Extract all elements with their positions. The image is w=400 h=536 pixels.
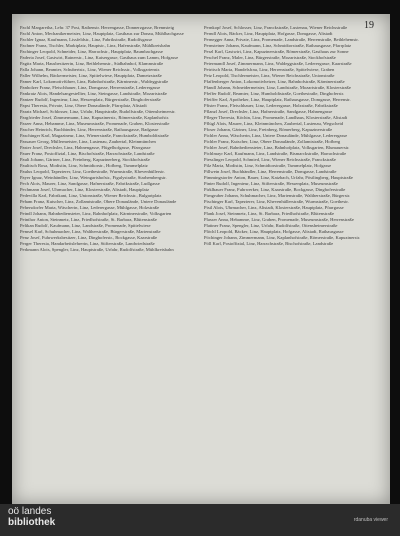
directory-entry: Plöchl Leopold, Bäcker, Linz, Hauptplatz, Hofgasse, Altstadt, Rathausgasse [204,229,344,234]
directory-entry: Pascher Heinrich, Buchbinder, Linz, Herrenstraße, Rathausgasse, Badgasse [20,127,159,132]
logo-line-1: oö landes [8,506,52,517]
directory-entry: Paulitsch Rosa, Modistin, Linz, Schmidtorstr., Hofberg, Tummelplatz [20,163,148,168]
directory-entry: Peinthor Anton, Steinmetz, Linz, Friedhofstraße, St. Barbara, Blütenstraße [20,217,157,222]
directory-entry: Panholzer Franz, Fleischhauer, Linz, Domgasse, Herrenstraße, Lederergasse [20,85,161,90]
directory-entry: Pilz Maria, Modistin, Linz, Schmidtorstraße, Tummelplatz, Hofgasse [204,163,332,168]
directory-entry: Pamer Karl, Lokomotivführer, Linz, Bahnhofstraße, Kärntnerstr., Waldeggstraße [20,79,169,84]
directory-entry: Pichler Anna, Wäscherin, Linz, Untere Donaulände, Mühlgasse, Lederergasse [204,133,348,138]
directory-entry: Petritsch Maria, Handelsfrau, Linz, Herrenstraße, Spittelwiese, Graben [204,67,335,72]
directory-entry: Parzer Anna, Hebamme, Linz, Museumstraße, Promenade, Graben, Klosterstraße [20,121,170,126]
directory-entry: Palla Johann, Beamter, Schubertstr., Linz, Wiener Reichsstr., Volksgartenstr. [20,67,161,72]
directory-entry: Pinter Rudolf, Ingenieur, Linz, Stifterstraße, Hessenplatz, Museumstraße [204,181,338,186]
directory-entry: Passauer Georg, Müllermeister, Linz, Lustenau, Zaubertal, Kleinmünchen [20,139,156,144]
directory-entry: Pichler Josef, Bahnbediensteter, Linz, Bahnhofplatz, Volksgarten, Blumauerstr. [204,145,350,150]
directory-entry: Peschel Franz, Maler, Linz, Bürgerstraße, Mozartstraße, Stockhofstraße [204,55,336,60]
directory-entry: Paderta Josef, Gastwirt, Rainerstr., Linz, Kaisergasse, Gasthaus zum Lamm, Hofgasse [20,55,179,60]
directory-entry: Pachler Ignaz, Kaufmann, Lissfeldstr., Linz, Fabrikstraße, Rudolfsgasse [20,37,153,42]
directory-entry: Pech Alois, Maurer, Linz, Sandgasse, Hafnerstraße, Fabrikstraße, Ludlgasse [20,181,160,186]
directory-entry: Pischinger Karl, Tapezierer, Linz, Khevenhüllerstraße, Wurmstraße, Goethestr. [204,199,349,204]
directory-entry: Pargfrieder Josef, Zimmermann, Linz, Kapuzinerstr., Römerstraße, Kaplanhofstr. [20,115,170,120]
directory-entry: Pantzer Rudolf, Ingenieur, Linz, Hessenplatz, Bürgerstraße, Dinghoferstraße [20,97,161,102]
directory-entry: Pfister Franz, Fleischhauer, Linz, Lederergasse, Holzstraße, Fabrikstraße [204,103,338,108]
logo-line-2: bibliothek [8,516,56,528]
page-number: 19 [364,20,374,31]
directory-entry: Perndl Alois, Bäcker, Linz, Hauptplatz, Hofgasse, Domgasse, Altstadt [204,31,333,36]
library-logo[interactable] [8,507,55,528]
directory-entry: Pirngruber Johann, Schuhmacher, Linz, Marienstraße, Waltherstraße, Bürgerstr. [204,193,351,198]
directory-entry: Petermandl Josef, Zimmermann, Linz, Waldeggstraße, Lederergasse, Kaarstraße [204,61,352,66]
directory-entry: Pistl Alois, Uhrmacher, Linz, Altstadt, Klosterstraße, Hauptplatz, Pfarrgasse [204,205,344,210]
viewer-footer-bar [0,504,400,536]
directory-entry: Pichler Franz, Kutscher, Linz, Obere Donaulände, Zollamtstraße, Hofberg [204,139,341,144]
directory-entry: Pfaffenberger Anton, Lokomotivheizer, Linz, Bahnhofstraße, Kärntnerstraße [204,79,345,84]
directory-entry: Pernkopf Josef, Schlosser, Linz, Franckstraße, Lustenau, Wiener Reichsstraße [204,25,348,30]
directory-entry: Paster Josef, Drechsler, Linz, Hahnengasse, Flügelhofgasse, Pfarrgasse [20,145,151,150]
directory-entry: Pernegger Anna, Private, Linz, Promenade, Landstraße, Herrenstraße, Bethlehemstr. [204,37,359,42]
directory-entry: Pachl Margaretha, Lehr. 37 Post, Rathenstr. Herrengasse, Donnerzgasse, Brennsteig [20,25,175,30]
directory-entry: Perkmann Alois, Spengler, Linz, Hauptstraße, Urfahr, Rudolfstraße, Mühlkreisbahn [20,247,174,252]
directory-entry: Pankratz Alois, Handelsangestellter, Linz, Steingasse, Landstraße, Mozartstraße [20,91,167,96]
directory-entry: Pfandl Johann, Schneidermeister, Linz, Landstraße, Mozartstraße, Klosterstraße [204,85,351,90]
directory-entry: Pauer Franz, Postoffizial, Linz, Bischofstraße, Harrachstraße, Landstraße [20,151,155,156]
directory-entry: Perzl Karl, Gastwirt, Linz, Kapuzinerstraße, Römerstraße, Gasthaus zur Sonne [204,49,349,54]
directory-entry: Payer Ignaz, Weinhändler, Linz, Weingartshofstr., Figulystraße, Starhembergstr. [20,175,167,180]
directory-entry: Perger Theresia, Handarbeitslehrerin, Linz, Stifterstraße, Landwiedstraße [20,241,155,246]
directory-entry: Pirklbauer Franz, Fuhrwerker, Linz, Kaarstraße, Bockgasse, Dinghoferstraße [204,187,346,192]
directory-entry: Pfeffer Rudolf, Beamter, Linz, Humboldtstraße, Goethestraße, Dinghoferstr. [204,91,345,96]
directory-entry: Plank Josef, Steinmetz, Linz, St. Barbara, Friedhofstraße, Blütenstraße [204,211,334,216]
directory-entry: Pedevilla Karl, Fabrikant, Linz, Unionstraße, Wiener Reichsstr., Bulgariplatz [20,193,162,198]
right-text-column [204,26,378,248]
directory-entry: Pauli Johann, Gärtner, Linz, Freinberg, Kapuzinerberg, Stockhofstraße [20,157,150,162]
directory-entry: Peindl Johann, Bahnbediensteter, Linz, Bahnhofplatz, Kärntnerstraße, Volksgarten [20,211,172,216]
viewer-tag[interactable]: rdanuba viewer [353,517,388,523]
directory-entry: Peham Franz, Kutscher, Linz, Zollamtstraße, Obere Donaulände, Untere Donaulände [20,199,177,204]
directory-entry: Pelikan Rudolf, Kaufmann, Linz, Landstraße, Promenade, Spittelwiese [20,223,151,228]
directory-entry: Pachner Franz, Tischler, Marktplatz, Hauptstr., Linz, Hafenstraße, Mühlkreisbahn [20,43,171,48]
directory-entry: Pagitz Maria, Hausbesitzerin, Linz, Bethlehemstr., Südbahnhof, Klammstraße [20,61,164,66]
left-text-column [20,26,194,254]
directory-entry: Pfoser Johann, Gärtner, Linz, Freinberg, Römerberg, Kapuzinerstraße [204,127,333,132]
directory-entry: Pillwein Josef, Buchhändler, Linz, Herrenstraße, Domgasse, Landstraße [204,169,337,174]
directory-entry: Papst Theresia, Private, Linz, Obere Donaulände, Pfarrplatz, Altstadt [20,103,147,108]
directory-entry: Paschinger Karl, Magazineur, Linz, Wienerstraße, Franckstraße, Humboldtstraße [20,133,169,138]
directory-entry: Pflanzl Josef, Drechsler, Linz, Hafnerstraße, Sandgasse, Hahnengasse [204,109,333,114]
directory-entry: Pichlmayr Karl, Kaufmann, Linz, Landstraße, Bismarckstraße, Harrachstraße [204,151,347,156]
directory-entry: Piesslinger Leopold, Schmied, Linz, Wiener Reichsstraße, Franckstraße [204,157,336,162]
directory-entry: Pechmann Josef, Uhrmacher, Linz, Klosterstraße, Altstadt, Hauptplatz [20,187,150,192]
directory-entry: Pemsel Karl, Schuhmacher, Linz, Waltherstraße, Bürgerstraße, Marienstraße [20,229,161,234]
directory-entry: Pöchinger Johann, Zimmermann, Linz, Kaplanhofstraße, Römerstraße, Kapuzinerstr. [204,235,361,240]
directory-entry: Plattner Franz, Spengler, Linz, Urfahr, Rudolfstraße, Ottensheimerstraße [204,223,338,228]
directory-entry: Pfleger Theresia, Köchin, Linz, Promenade, Landhaus, Klosterstraße, Altstadt [204,115,348,120]
directory-entry: Pachl Anton, Mechanikermeister, Linz, Hauptplatz, Gasthaus zur Donau, Mühlbachgasse [20,31,184,36]
directory-entry: Paratz Michael, Schlosser, Linz, Urfahr, Hauptstraße, Rudolfstraße, Ottensheimerstr. [20,109,176,114]
directory-entry: Pehersdorfer Maria, Wäscherin, Linz, Lederergasse, Mühlgasse, Holzstraße [20,205,159,210]
directory-entry: Plasser Anna, Hebamme, Linz, Graben, Promenade, Museumstraße, Herrenstraße [204,217,354,222]
directory-entry: Penz Josef, Fuhrwerksbesitzer, Linz, Dinghoferstr., Bockgasse, Kaarstraße [20,235,158,240]
directory-entry: Pöll Karl, Postoffizial, Linz, Harrachstraße, Bischofstraße, Landstraße [204,241,334,246]
directory-entry: Pflügl Alois, Maurer, Linz, Kleinmünchen, Zaubertal, Lustenau, Wegscheid [204,121,344,126]
directory-entry: Pachinger Leopold, Schneider, Linz, Harrachstr., Hauptplatz, Baumbachgasse [20,49,163,54]
directory-entry: Pfeiffer Karl, Apotheker, Linz, Hauptplatz, Rathausgasse, Domgasse, Herrenstr. [204,97,351,102]
scanned-page [12,14,390,504]
directory-entry: Paller Wilhelm, Bäckermeister, Linz, Spittelwiese, Hauptplatz, Dametzstraße [20,73,162,78]
directory-entry: Petz Leopold, Tischlermeister, Linz, Wiener Reichsstraße, Unionstraße [204,73,335,78]
directory-entry: Paulus Leopold, Tapezierer, Linz, Goethestraße, Wurmstraße, Khevenhüllerstr. [20,169,165,174]
directory-entry: Pernsteiner Johann, Kaufmann, Linz, Schmidtorstraße, Rathausgasse, Pfarrplatz [204,43,352,48]
directory-entry: Pimmingstorfer Anton, Bauer, Linz, Katzbach, Urfahr, Pöstlingberg, Hauptstraße [204,175,353,180]
